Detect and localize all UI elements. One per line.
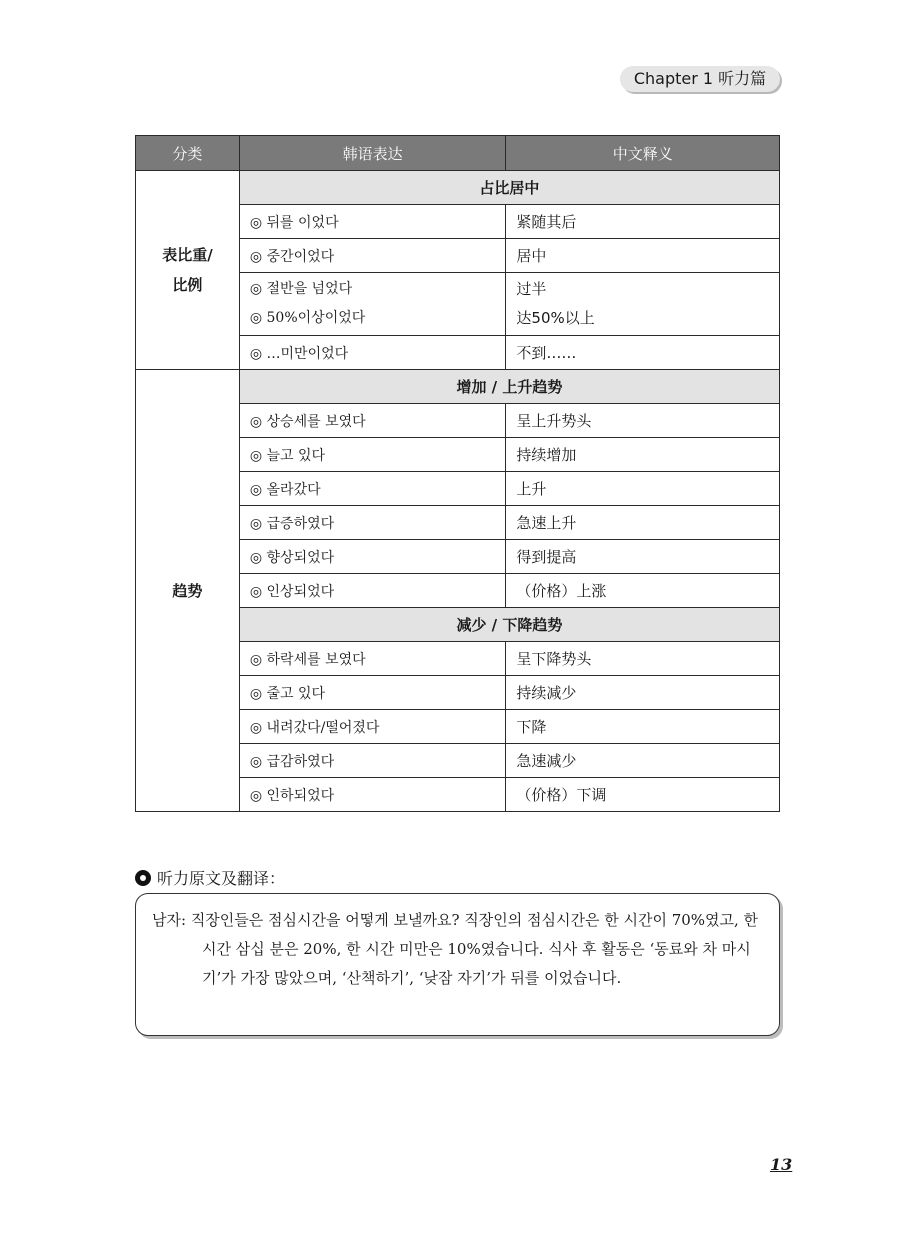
chinese-meaning: 居中: [506, 239, 780, 273]
korean-expression: ◎ 인상되었다: [239, 574, 506, 608]
korean-expression: ◎ 뒤를 이었다: [239, 205, 506, 239]
transcript-text: 직장인들은 점심시간을 어떻게 보낼까요? 직장인의 점심시간은 한 시간이 70%였고, 한 시간 삼십 분은 20%, 한 시간 미만은 10%였습니다. 식사 후 활동은 ‘동료와 차 마시기’가 가장 많았으며, ‘산책하기’, ‘낮잠 자기’가 뒤를 이었습니다.: [190, 911, 759, 987]
chinese-meaning: 呈上升势头: [506, 404, 780, 438]
vocabulary-table: [135, 135, 780, 812]
korean-expression: ◎ 급감하였다: [239, 744, 506, 778]
chinese-meaning: 下降: [506, 710, 780, 744]
chinese-meaning: 紧随其后: [506, 205, 780, 239]
chinese-meaning: 不到……: [506, 336, 780, 370]
chinese-meaning-line: 达50%以上: [516, 309, 595, 327]
listening-title-text: 听力原文及翻译：: [157, 869, 286, 888]
korean-expression: ◎ 중간이었다: [239, 239, 506, 273]
chapter-tag: Chapter 1 听力篇: [620, 66, 780, 92]
subheader-cell: 减少 / 下降趋势: [239, 608, 779, 642]
subheader-cell: 占比居中: [239, 171, 779, 205]
chinese-meaning: 持续增加: [506, 438, 780, 472]
korean-expression: [239, 273, 506, 336]
chinese-meaning: 上升: [506, 472, 780, 506]
korean-expression: ◎ 하락세를 보였다: [239, 642, 506, 676]
page-number: 13: [770, 1155, 793, 1174]
korean-expression-line: ◎ 50%이상이었다: [249, 310, 366, 326]
korean-expression: ◎ 인하되었다: [239, 778, 506, 812]
korean-expression: ◎ 향상되었다: [239, 540, 506, 574]
col-header-korean: 韩语表达: [239, 136, 506, 171]
table-row: [136, 370, 780, 404]
speaker-label: 남자:: [152, 911, 191, 929]
chinese-meaning: 急速减少: [506, 744, 780, 778]
chinese-meaning: 急速上升: [506, 506, 780, 540]
korean-expression-line: ◎ 절반을 넘었다: [249, 281, 353, 297]
category-cell-trend: 趋势: [136, 370, 240, 812]
chinese-meaning: 得到提高: [506, 540, 780, 574]
korean-expression: ◎ 내려갔다/떨어졌다: [239, 710, 506, 744]
korean-expression: ◎ …미만이었다: [239, 336, 506, 370]
col-header-chinese: 中文释义: [506, 136, 780, 171]
listening-section-title: [135, 866, 285, 889]
chinese-meaning: 持续减少: [506, 676, 780, 710]
korean-expression: ◎ 올라갔다: [239, 472, 506, 506]
table-header-row: [136, 136, 780, 171]
table-row: [136, 171, 780, 205]
korean-expression: ◎ 상승세를 보였다: [239, 404, 506, 438]
category-cell-proportion: [136, 171, 240, 370]
bullet-icon: [135, 870, 151, 886]
chinese-meaning: （价格）上涨: [506, 574, 780, 608]
transcript-paragraph: [152, 906, 759, 993]
chinese-meaning-line: 过半: [516, 280, 547, 298]
chinese-meaning: （价格）下调: [506, 778, 780, 812]
korean-expression: ◎ 줄고 있다: [239, 676, 506, 710]
subheader-cell: 增加 / 上升趋势: [239, 370, 779, 404]
korean-expression: ◎ 늘고 있다: [239, 438, 506, 472]
chinese-meaning: 呈下降势头: [506, 642, 780, 676]
category-label-line: 表比重/: [162, 246, 213, 264]
korean-expression: ◎ 급증하였다: [239, 506, 506, 540]
listening-transcript-box: [135, 893, 780, 1036]
category-label-line: 比例: [172, 276, 203, 294]
chinese-meaning: [506, 273, 780, 336]
col-header-category: 分类: [136, 136, 240, 171]
